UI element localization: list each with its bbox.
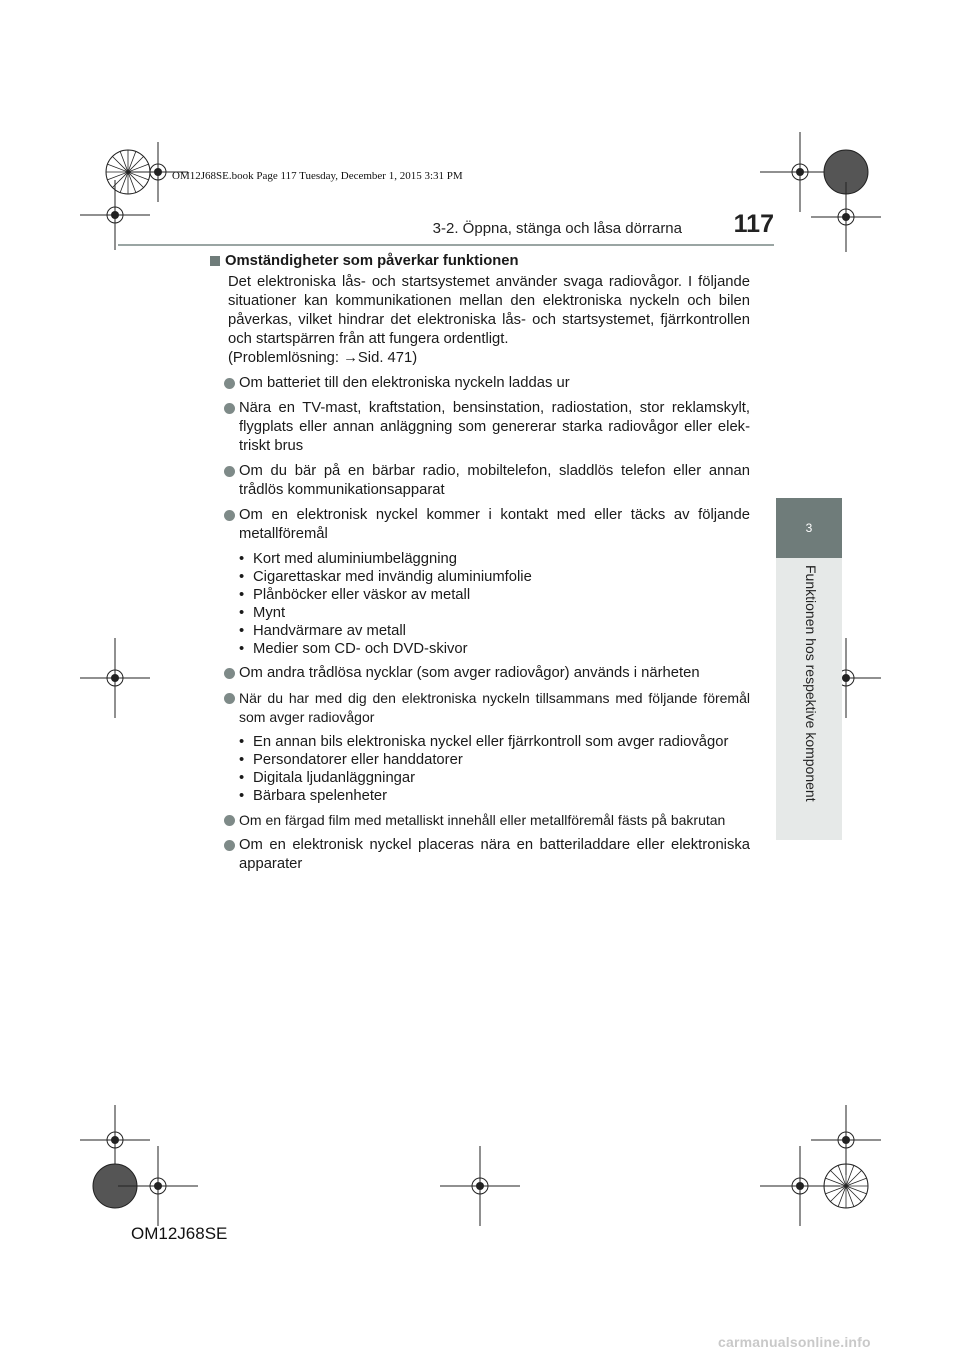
list-item-text: Om andra trådlösa nycklar (som avger radiovågor) används i närheten (239, 665, 700, 681)
page-number: 117 (733, 210, 774, 238)
list-item (210, 399, 750, 456)
sub-list-item: • Handvärmare av metall (239, 622, 750, 640)
manual-code: OM12J68SE (131, 1224, 228, 1243)
registration-mark-right-upper (806, 177, 886, 257)
registration-mark-bottom-left-cross (118, 1146, 198, 1226)
list-item (210, 664, 750, 683)
list-item (210, 836, 750, 874)
metal-objects-list (210, 550, 750, 658)
list-item (210, 689, 750, 727)
sub-list-item: • Bärbara spelenheter (239, 787, 750, 805)
circle-bullet-icon (224, 378, 235, 389)
main-content (210, 252, 750, 874)
list-item-text: Om en elektronisk nyckel placeras nära en batteriladdare eller elektroniska apparater (239, 837, 750, 872)
list-item-text: Nära en TV-mast, kraftstation, bensinstation, radiostation, stor reklamskylt, flygplats eller annan anläggning som genererar starka radiovågor eller elek-triskt brus (239, 400, 750, 454)
list-item-text: Om batteriet till den elektroniska nyckeln laddas ur (239, 375, 570, 391)
header-rule (118, 244, 774, 246)
sub-list-item: • Digitala ljudanläggningar (239, 769, 750, 787)
list-item (210, 374, 750, 393)
chapter-number: 3 (805, 521, 813, 535)
list-item-text: När du har med dig den elektroniska nyckeln tillsammans med följande föremål som avger radiovågor (239, 690, 750, 725)
list-item (210, 811, 750, 830)
section-heading-text: Omständigheter som påverkar funktionen (225, 253, 519, 269)
book-meta: OM12J68SE.book Page 117 Tuesday, December 1, 2015 3:31 PM (172, 170, 463, 182)
circle-bullet-icon (224, 466, 235, 477)
watermark: carmanualsonline.info (718, 1334, 871, 1350)
circle-bullet-icon (224, 693, 235, 704)
circle-bullet-icon (224, 510, 235, 521)
chapter-tab (776, 498, 842, 558)
section-title: 3-2. Öppna, stänga och låsa dörrarna (432, 220, 682, 237)
sub-list-item: • Persondatorer eller handdatorer (239, 751, 750, 769)
intro-text: Det elektroniska lås- och startsystemet använder svaga radiovågor. I följande situationer kan kommunikationen mellan den elektroniska nyckeln och bilen påverkas, vilket hindrar det elektroniska lås- och startsystemet, fjärrkontrollen och startspärren från att fungera ordentligt. (228, 274, 750, 347)
radio-devices-list (210, 733, 750, 805)
sub-list-item: • Mynt (239, 604, 750, 622)
circle-bullet-icon (224, 840, 235, 851)
section-heading (210, 252, 750, 271)
list-item-text: Om du bär på en bärbar radio, mobiltelefon, sladdlös telefon eller annan trådlös kommunikationsapparat (239, 463, 750, 498)
trouble-reference: (Problemlösning: →Sid. 471) (228, 350, 418, 366)
sub-list-item: • En annan bils elektroniska nyckel eller fjärrkontroll som avger radiovågor (239, 733, 750, 751)
intro-paragraph (210, 273, 750, 368)
list-item (210, 506, 750, 544)
sub-list-item: • Kort med aluminiumbeläggning (239, 550, 750, 568)
registration-mark-left-middle (75, 638, 155, 718)
list-item-text: Om en elektronisk nyckel kommer i kontakt med eller täcks av följande metallföremål (239, 507, 750, 542)
sub-list-item: • Medier som CD- och DVD-skivor (239, 640, 750, 658)
circle-bullet-icon (224, 403, 235, 414)
registration-mark-bottom-center (440, 1146, 520, 1226)
list-item (210, 462, 750, 500)
chapter-title: Funktionen hos respektive komponent (803, 565, 819, 802)
registration-mark-left-upper (75, 175, 155, 255)
square-bullet-icon (210, 256, 220, 266)
circle-bullet-icon (224, 668, 235, 679)
list-item-text: Om en färgad film med metalliskt innehåll eller metallföremål fästs på bakrutan (239, 812, 726, 828)
sub-list-item: • Cigarettaskar med invändig aluminiumfolie (239, 568, 750, 586)
registration-mark-bottom-right-sun (806, 1146, 886, 1226)
sub-list-item: • Plånböcker eller väskor av metall (239, 586, 750, 604)
circle-bullet-icon (224, 815, 235, 826)
